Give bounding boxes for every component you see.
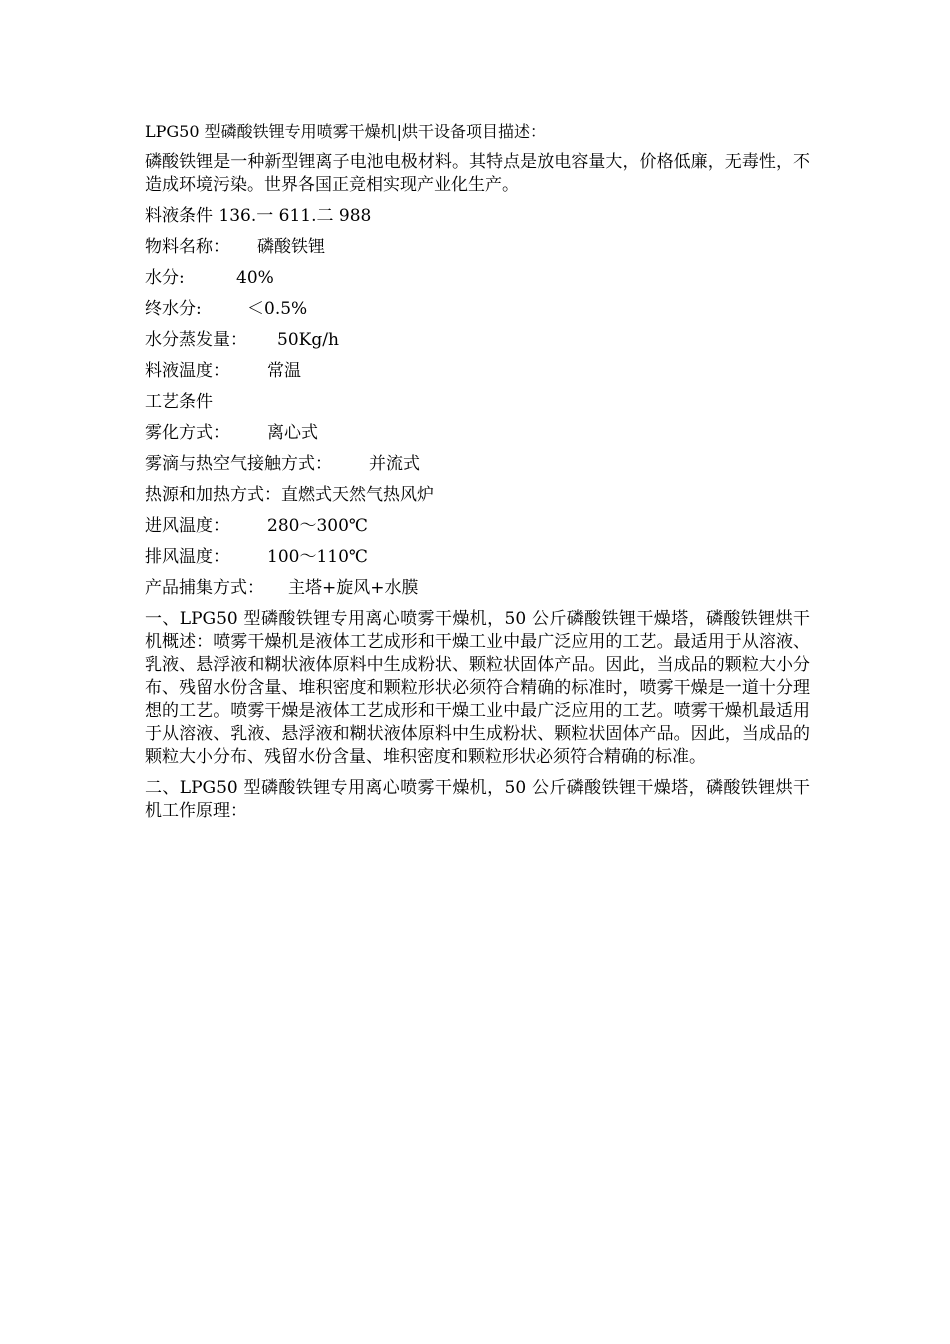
process-heading: 工艺条件 <box>145 392 213 412</box>
process-row-atomization <box>145 422 810 445</box>
liquid-conditions: 料液条件 136.一 611.二 988 <box>145 206 372 226</box>
process-value: 直燃式天然气热风炉 <box>281 485 434 505</box>
section-working-principle: 二、LPG50 型磷酸铁锂专用离心喷雾干燥机，50 公斤磷酸铁锂干燥塔，磷酸铁锂烘干机工作原理： <box>145 778 810 821</box>
process-value: 并流式 <box>369 454 420 474</box>
spec-value: ＜0.5% <box>247 299 308 319</box>
spec-label: 料液温度： <box>145 361 230 381</box>
spec-row-material <box>145 236 810 259</box>
spec-label: 水分: <box>145 268 185 288</box>
spec-value: 磷酸铁锂 <box>257 237 325 257</box>
spec-value: 常温 <box>267 361 301 381</box>
spec-row-liquid-temp <box>145 360 810 383</box>
process-label: 热源和加热方式： <box>145 485 281 505</box>
process-label: 雾化方式： <box>145 423 230 443</box>
spec-row-final-moisture <box>145 298 810 321</box>
process-row-heat-source <box>145 484 810 507</box>
process-value: 280～300℃ <box>267 516 368 536</box>
process-value: 100～110℃ <box>267 547 368 567</box>
spec-row-moisture <box>145 267 810 290</box>
spec-row-evaporation <box>145 329 810 352</box>
document-title: LPG50 型磷酸铁锂专用喷雾干燥机|烘干设备项目描述： <box>145 122 547 141</box>
process-row-inlet-temp <box>145 515 810 538</box>
spec-label: 物料名称： <box>145 237 230 257</box>
process-row-contact <box>145 453 810 476</box>
process-row-outlet-temp <box>145 546 810 569</box>
process-label: 雾滴与热空气接触方式： <box>145 454 332 474</box>
process-value: 主塔+旋风+水膜 <box>288 578 419 598</box>
spec-label: 水分蒸发量： <box>145 330 247 350</box>
document-page <box>145 120 810 831</box>
intro-paragraph: 磷酸铁锂是一种新型锂离子电池电极材料。其特点是放电容量大，价格低廉，无毒性，不造成环境污染。世界各国正竞相实现产业化生产。 <box>145 152 810 195</box>
process-label: 排风温度： <box>145 547 230 567</box>
section-overview: 一、LPG50 型磷酸铁锂专用离心喷雾干燥机，50 公斤磷酸铁锂干燥塔，磷酸铁锂烘干机概述：喷雾干燥机是液体工艺成形和干燥工业中最广泛应用的工艺。最适用于从溶液、乳液、悬浮液和糊状液体原料中生成粉状、颗粒状固体产品。因此，当成品的颗粒大小分布、残留水份含量、堆积密度和颗粒形状必须符合精确的标准时，喷雾干燥是一道十分理想的工艺。喷雾干燥是液体工艺成形和干燥工业中最广泛应用的工艺。喷雾干燥机最适用于从溶液、乳液、悬浮液和糊状液体原料中生成粉状、颗粒状固体产品。因此，当成品的颗粒大小分布、残留水份含量、堆积密度和颗粒形状必须符合精确的标准。 <box>145 609 810 767</box>
process-label: 进风温度： <box>145 516 230 536</box>
spec-value: 40% <box>236 268 274 288</box>
process-value: 离心式 <box>267 423 318 443</box>
process-row-collection <box>145 577 810 600</box>
spec-label: 终水分: <box>145 299 202 319</box>
spec-value: 50Kg/h <box>277 330 339 350</box>
process-label: 产品捕集方式： <box>145 578 264 598</box>
